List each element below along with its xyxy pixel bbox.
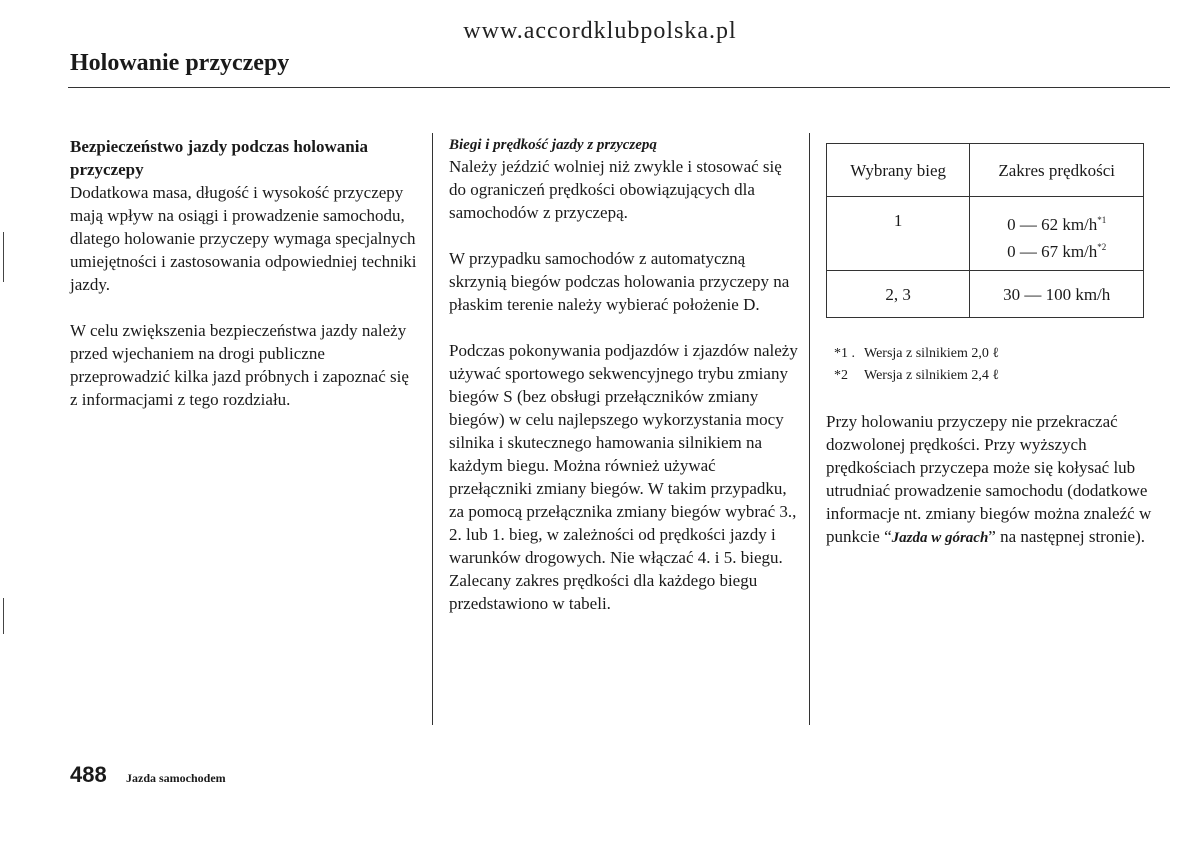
speed-range-table (826, 143, 1144, 318)
footnote-mark: *2 (834, 368, 848, 383)
table-cell-gear: 2, 3 (827, 271, 970, 318)
paragraph: W przypadku samochodów z automatyczną skrzynią biegów podczas holowania przyczepy na płaskim terenie należy wybierać położenie D. (449, 249, 790, 314)
speed-range: 0 — 62 $km/h^{*1}$ (1007, 215, 1107, 234)
table-row (827, 197, 1144, 271)
footnote-mark: *1 . (834, 346, 855, 361)
footnote (834, 365, 999, 387)
paragraph: Podczas pokonywania podjazdów i zjazdów należy używać sportowego sekwencyjnego trybu zmiany biegów S (bez obsługi przełączników zmiany biegów) w celu najlepszego wykorzystania mocy silnika i skutecznego hamowania silnikiem na każdym biegu. Można również używać przełączniki zmiany biegów. W takim przypadku, za pomocą przełącznika zmiany biegów wybrać 3., 2. lub 1. bieg, w zależności od prędkości jazdy i warunków drogowych. Nie włączać 4. i 5. biegu. Zalecany zakres prędkości dla każdego biegu przedstawiono w tabeli. (449, 341, 798, 613)
speed-range: 0 — 67 $km/h^{*2}$ (1007, 242, 1107, 261)
footnotes (834, 343, 999, 387)
footnote-ref: *2 (1097, 242, 1107, 252)
speed-range: 30 — 100 km/h (1003, 284, 1111, 304)
section-heading-safety: Bezpieczeństwo jazdy podczas holowania przyczepy (70, 137, 368, 179)
edge-mark (3, 598, 4, 634)
chapter-name: Jazda samochodem (126, 771, 226, 785)
footnote-text: Wersja z silnikiem 2,4 ℓ (864, 368, 1000, 383)
edge-mark (3, 232, 4, 282)
right-column (826, 410, 1176, 550)
footnote (834, 343, 999, 365)
paragraph: Należy jeździć wolniej niż zwykle i stosować się do ograniczeń prędkości obowiązujących dla samochodów z przyczepą. (449, 157, 782, 222)
table-cell-range (970, 197, 1144, 271)
left-column (70, 135, 420, 434)
page-number: 488 (70, 762, 107, 787)
section-heading-gears: Biegi i prędkość jazdy z przyczepą (449, 137, 657, 153)
page-title: Holowanie przyczepy (70, 50, 290, 76)
cross-reference-link: Jazda w górach (891, 530, 989, 546)
table-header-gear: Wybrany bieg (827, 144, 970, 197)
table-row (827, 271, 1144, 318)
paragraph: W celu zwiększenia bezpieczeństwa jazdy należy przed wjechaniem na drogi publiczne przeprowadzić kilka jazd próbnych i zapoznać się z informacjami z tego rozdziału. (70, 321, 409, 409)
column-divider (432, 133, 433, 725)
footnote-text: Wersja z silnikiem 2,0 ℓ (864, 346, 1000, 361)
paragraph: Przy holowaniu przyczepy nie przekraczać dozwolonej prędkości. Przy wyższych prędkościach przyczepa może się kołysać lub utrudniać prowadzenie samochodu (dodatkowe informacje nt. zmiany biegów można znaleźć w punkcie “Jazda w górach” na następnej stronie). (826, 412, 1152, 546)
table-header-range: Zakres prędkości (970, 144, 1144, 197)
footnote-ref: *1 (1097, 215, 1107, 225)
table-cell-gear: 1 (827, 197, 970, 271)
title-rule (68, 87, 1170, 88)
paragraph: Dodatkowa masa, długość i wysokość przyczepy mają wpływ na osiągi i prowadzenie samochodu, dlatego holowanie przyczepy wymaga specjalnych umiejętności i zastosowania odpowiedniej techniki jazdy. (70, 183, 417, 294)
middle-column (449, 135, 799, 638)
site-url: www.accordklubpolska.pl (463, 18, 737, 44)
column-divider (809, 133, 810, 725)
table-cell-range (970, 271, 1144, 318)
